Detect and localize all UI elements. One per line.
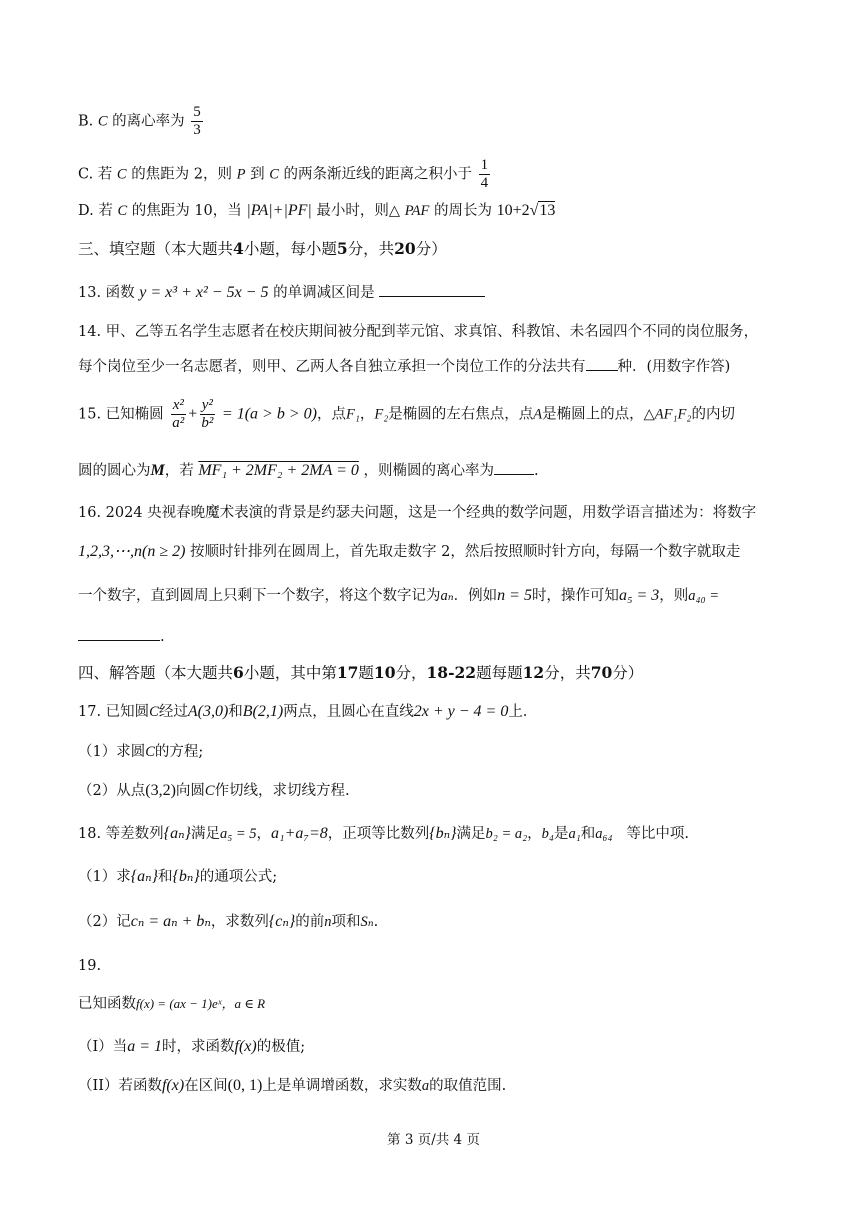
page-footer: 第 3 页/共 4 页 <box>387 1132 480 1148</box>
fraction: $\frac{5}{3}$ <box>193 104 201 138</box>
answer-blank <box>379 282 485 297</box>
fraction: $\frac{1}{4}$ <box>480 157 489 191</box>
fraction: $\frac{\text{y²}}{\text{b²}}$ <box>201 397 214 431</box>
option-d: D. 若 C 的焦距为 10，当 |PA|+|PF| 最小时，则△ PAF 的周长为 10+2√13 <box>78 202 556 219</box>
question-18-part1: （1）求{aₙ}和{bₙ}的通项公式; <box>78 868 278 885</box>
question-17-part2: （2）从点(3,2)向圆C作切线，求切线方程. <box>78 782 350 799</box>
question-19-part1: （I）当a = 1时，求函数f(x)的极值; <box>78 1038 306 1055</box>
question-18-stem: 18. 等差数列{aₙ}满足a₅ = 5，a₁+a₇=8，正项等比数列{bₙ}满足b₂ = a₂，b₄是a₁和a₆₄ 等比中项. <box>78 825 690 842</box>
question-18-part2: （2）记cₙ = aₙ + bₙ，求数列{cₙ}的前n项和Sₙ. <box>78 913 379 930</box>
question-13: 13. 函数 y = x³ + x² − 5x − 5 的单调减区间是 <box>78 282 485 304</box>
option-b: B. C 的离心率为 $\frac{5}{3}$ <box>78 104 201 138</box>
fraction: $\frac{\text{x²}}{\text{a²}}$ <box>172 397 185 431</box>
question-17-stem: 17. 已知圆C经过A(3,0)和B(2,1)两点，且圆心在直线2x + y − 4 = 0上. <box>78 703 528 720</box>
section-heading-fill-blank: 三、填空题（本大题共4小题，每小题5分，共20分） <box>78 239 447 258</box>
answer-blank <box>494 460 534 475</box>
question-16-line3: 一个数字，直到圆周上只剩下一个数字，将这个数字记为aₙ．例如n = 5时，操作可知a₅ = 3，则a₄₀ = <box>78 587 720 604</box>
question-16-line1: 16. 2024 央视春晚魔术表演的背景是约瑟夫问题，这是一个经典的数学问题，用数学语言描述为：将数字 <box>78 505 757 521</box>
question-17-part1: （1）求圆C的方程; <box>78 744 204 760</box>
question-14-line1: 14. 甲、乙等五名学生志愿者在校庆期间被分配到莘元馆、求真馆、科教馆、未名园四个不同的岗位服务， <box>78 324 759 340</box>
question-19-part2: （II）若函数f(x)在区间(0, 1)上是单调增函数，求实数a的取值范围. <box>78 1077 507 1094</box>
question-15-line2: 圆的圆心为M，若 MF₁ + 2MF₂ + 2MA = 0 ，则椭圆的离心率为 . <box>78 462 539 479</box>
option-c: C. 若 C 的焦距为 2，则 P 到 C 的两条渐近线的距离之积小于 $\frac{1}{4}$ <box>78 157 489 191</box>
answer-blank <box>78 626 160 641</box>
question-19-number: 19. <box>78 958 102 974</box>
question-15-line1: 15. 已知椭圆 $\frac{\text{x²}}{\text{a²}}$ + $\frac{\text{y²}}{\text{b²}}$ = 1(a > b > 0)，点F₁，F₂是椭圆的左右焦点，点A是椭圆上的点，△AF₁F₂的内切 <box>78 397 735 431</box>
question-14-line2: 每个岗位至少一名志愿者，则甲、乙两人各自独立承担一个岗位工作的分法共有 种．(用数字作答) <box>78 356 730 378</box>
section-heading-answer: 四、解答题（本大题共6小题，其中第17题10分，18-22题每题12分，共70分） <box>78 663 644 682</box>
question-16-answer-line: . <box>78 626 165 648</box>
question-16-line2: 1,2,3,⋯,n(n ≥ 2) 按顺时针排列在圆周上，首先取走数字 2，然后按照顺时针方向，每隔一个数字就取走 <box>78 543 741 560</box>
question-19-stem: 已知函数f(x) = (ax − 1)eˣ，a ∈ R <box>78 996 266 1012</box>
answer-blank <box>586 356 618 371</box>
